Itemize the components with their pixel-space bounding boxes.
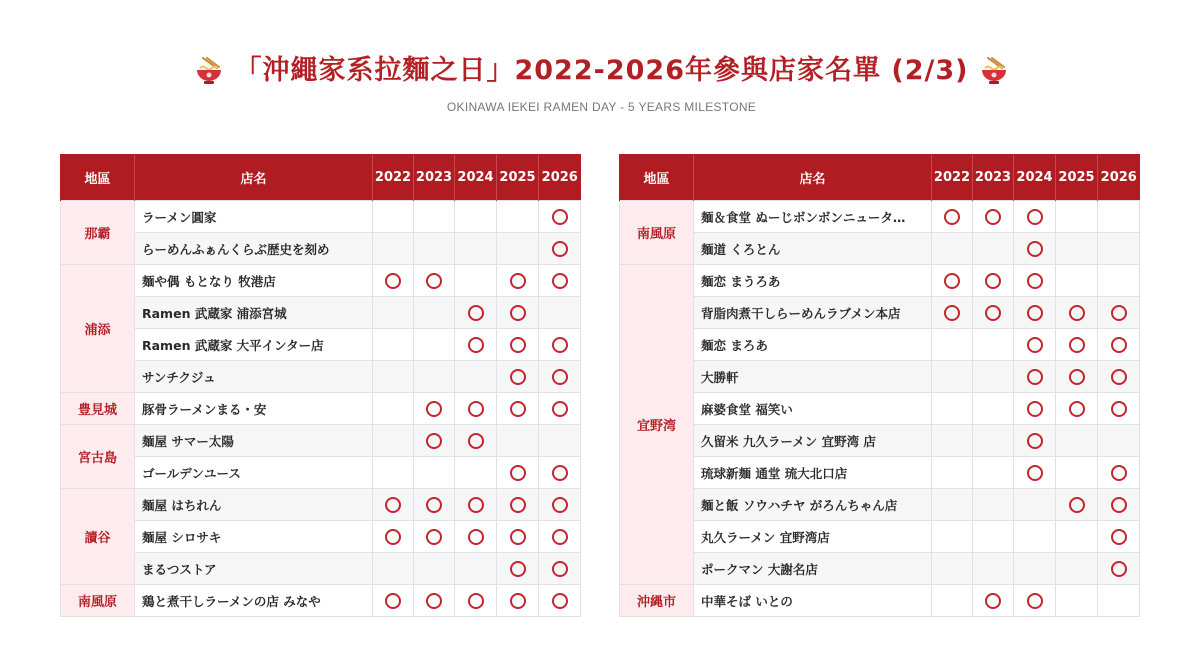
participation-cell [497, 361, 539, 393]
participation-circle-icon [468, 401, 484, 417]
participation-cell [932, 457, 973, 489]
table-row [61, 553, 581, 585]
participation-cell [1098, 393, 1140, 425]
participation-cell [973, 361, 1014, 393]
participation-circle-icon [426, 401, 442, 417]
participation-cell [373, 553, 414, 585]
participation-cell [539, 233, 581, 265]
participation-circle-icon [385, 529, 401, 545]
participation-circle-icon [1111, 465, 1127, 481]
store-name-cell: ゴールデンユース [135, 457, 373, 489]
participation-circle-icon [1111, 529, 1127, 545]
participation-cell [539, 585, 581, 617]
participation-cell [1056, 265, 1098, 297]
participation-circle-icon [385, 273, 401, 289]
participation-circle-icon [985, 305, 1001, 321]
participation-cell [1014, 489, 1056, 521]
participation-cell [932, 297, 973, 329]
participation-cell [1056, 361, 1098, 393]
participation-circle-icon [552, 337, 568, 353]
participation-cell [373, 457, 414, 489]
header-region: 地區 [61, 155, 135, 201]
participation-cell [414, 201, 455, 233]
table-row [61, 425, 581, 457]
participation-circle-icon [1027, 433, 1043, 449]
store-name-cell: 久留米 九久ラーメン 宜野湾 店 [694, 425, 932, 457]
header-year: 2026 [1098, 155, 1140, 201]
participation-cell [932, 201, 973, 233]
header-year: 2023 [973, 155, 1014, 201]
participation-cell [414, 457, 455, 489]
header-region: 地區 [620, 155, 694, 201]
participation-cell [497, 201, 539, 233]
participation-circle-icon [552, 369, 568, 385]
table-header-row [620, 155, 1140, 201]
participation-cell [973, 329, 1014, 361]
participation-cell [455, 361, 497, 393]
participation-circle-icon [1069, 337, 1085, 353]
participation-cell [497, 521, 539, 553]
participation-cell [539, 489, 581, 521]
participation-cell [414, 297, 455, 329]
participation-cell [932, 265, 973, 297]
table-row [620, 521, 1140, 553]
participation-circle-icon [552, 593, 568, 609]
table-row [620, 329, 1140, 361]
table-row [61, 201, 581, 233]
participation-cell [497, 265, 539, 297]
table-row [61, 393, 581, 425]
table-row [61, 585, 581, 617]
participation-cell [932, 585, 973, 617]
participation-circle-icon [510, 561, 526, 577]
participation-circle-icon [552, 497, 568, 513]
participation-cell [414, 425, 455, 457]
participation-circle-icon [510, 369, 526, 385]
page-subtitle: OKINAWA IEKEI RAMEN DAY - 5 YEARS MILESTONE [446, 100, 757, 114]
participation-cell [1014, 297, 1056, 329]
header-year: 2024 [455, 155, 497, 201]
participation-cell [1098, 201, 1140, 233]
table-row [620, 553, 1140, 585]
participation-cell [1056, 329, 1098, 361]
participation-cell [497, 457, 539, 489]
participation-cell [973, 201, 1014, 233]
table-row [620, 457, 1140, 489]
participation-cell [932, 361, 973, 393]
region-cell: 南風原 [620, 201, 694, 265]
participation-circle-icon [1111, 369, 1127, 385]
table-header-row [61, 155, 581, 201]
store-name-cell: まるつストア [135, 553, 373, 585]
participation-cell [1098, 233, 1140, 265]
store-name-cell: 麺＆食堂 ぬーじボンボンニュータ… [694, 201, 932, 233]
header-store: 店名 [135, 155, 373, 201]
participation-circle-icon [426, 593, 442, 609]
participation-cell [539, 361, 581, 393]
participation-cell [539, 457, 581, 489]
participation-circle-icon [552, 401, 568, 417]
participation-circle-icon [426, 273, 442, 289]
participation-cell [1014, 585, 1056, 617]
participation-circle-icon [552, 561, 568, 577]
participation-circle-icon [426, 497, 442, 513]
participation-circle-icon [552, 241, 568, 257]
participation-cell [973, 425, 1014, 457]
participation-cell [414, 233, 455, 265]
participation-circle-icon [1069, 401, 1085, 417]
table-row [61, 329, 581, 361]
region-cell: 宜野湾 [620, 265, 694, 585]
participation-circle-icon [944, 273, 960, 289]
participation-circle-icon [1111, 561, 1127, 577]
participation-circle-icon [468, 593, 484, 609]
participation-cell [1056, 585, 1098, 617]
participation-circle-icon [426, 529, 442, 545]
participation-circle-icon [510, 401, 526, 417]
store-name-cell: Ramen 武蔵家 浦添宮城 [135, 297, 373, 329]
participation-cell [973, 297, 1014, 329]
participation-cell [932, 233, 973, 265]
participation-cell [932, 329, 973, 361]
participation-cell [973, 521, 1014, 553]
participation-cell [373, 361, 414, 393]
participation-cell [973, 489, 1014, 521]
participation-circle-icon [1069, 497, 1085, 513]
participation-cell [497, 553, 539, 585]
header-year: 2025 [497, 155, 539, 201]
participation-cell [373, 233, 414, 265]
participation-cell [1056, 521, 1098, 553]
participation-circle-icon [985, 209, 1001, 225]
participation-cell [1098, 425, 1140, 457]
participation-cell [1014, 393, 1056, 425]
participation-circle-icon [1069, 305, 1085, 321]
store-name-cell: 背脂肉煮干しらーめんラブメン本店 [694, 297, 932, 329]
table-row [620, 201, 1140, 233]
participation-circle-icon [1069, 369, 1085, 385]
store-name-cell: 麺屋 サマー太陽 [135, 425, 373, 457]
store-name-cell: 麺や偶 もとなり 牧港店 [135, 265, 373, 297]
participation-cell [1098, 553, 1140, 585]
participation-cell [1056, 233, 1098, 265]
store-name-cell: 大勝軒 [694, 361, 932, 393]
participation-circle-icon [552, 209, 568, 225]
participation-cell [1056, 553, 1098, 585]
store-name-cell: 琉球新麺 通堂 琉大北口店 [694, 457, 932, 489]
participation-cell [414, 553, 455, 585]
participation-circle-icon [1027, 337, 1043, 353]
participation-circle-icon [468, 529, 484, 545]
region-cell: 南風原 [61, 585, 135, 617]
participation-cell [539, 297, 581, 329]
table-row [620, 489, 1140, 521]
store-name-cell: 麺屋 はちれん [135, 489, 373, 521]
participation-cell [1098, 457, 1140, 489]
participation-cell [373, 585, 414, 617]
page-header [0, 50, 1203, 114]
participation-cell [455, 457, 497, 489]
participation-cell [497, 329, 539, 361]
participation-circle-icon [552, 273, 568, 289]
participation-circle-icon [1111, 401, 1127, 417]
region-cell: 豊見城 [61, 393, 135, 425]
participation-cell [455, 585, 497, 617]
store-name-cell: 麺道 くろとん [694, 233, 932, 265]
table-row [61, 361, 581, 393]
participation-cell [414, 329, 455, 361]
participation-cell [455, 265, 497, 297]
participation-circle-icon [1111, 497, 1127, 513]
participation-circle-icon [1027, 593, 1043, 609]
participation-circle-icon [1027, 241, 1043, 257]
participation-cell [539, 265, 581, 297]
participation-cell [455, 521, 497, 553]
region-cell: 讀谷 [61, 489, 135, 585]
participation-cell [373, 425, 414, 457]
participation-cell [373, 329, 414, 361]
participation-cell [1098, 297, 1140, 329]
participation-cell [973, 585, 1014, 617]
header-year: 2024 [1014, 155, 1056, 201]
participation-cell [1014, 457, 1056, 489]
table-row [620, 233, 1140, 265]
participation-cell [1056, 489, 1098, 521]
participation-cell [1014, 521, 1056, 553]
participation-cell [414, 265, 455, 297]
store-name-cell: 丸久ラーメン 宜野湾店 [694, 521, 932, 553]
store-name-cell: らーめんふぁんくらぶ歴史を刻め [135, 233, 373, 265]
participation-circle-icon [1027, 305, 1043, 321]
table-row [61, 489, 581, 521]
participation-cell [973, 393, 1014, 425]
ramen-bowl-icon [194, 56, 224, 86]
header-year: 2022 [373, 155, 414, 201]
participation-circle-icon [510, 465, 526, 481]
participation-circle-icon [1027, 273, 1043, 289]
participation-cell [1056, 457, 1098, 489]
participation-cell [1014, 425, 1056, 457]
participation-circle-icon [944, 305, 960, 321]
participation-cell [1098, 361, 1140, 393]
participation-circle-icon [510, 593, 526, 609]
participation-cell [1014, 233, 1056, 265]
participation-cell [455, 489, 497, 521]
participation-circle-icon [1027, 465, 1043, 481]
participation-cell [373, 201, 414, 233]
participation-cell [497, 297, 539, 329]
participation-cell [932, 521, 973, 553]
participation-cell [1098, 521, 1140, 553]
participation-cell [497, 585, 539, 617]
page-title: 「沖繩家系拉麵之日」2022-2026年參與店家名單 (2/3) [234, 55, 969, 86]
participation-cell [373, 489, 414, 521]
participation-cell [497, 425, 539, 457]
participation-cell [414, 361, 455, 393]
participation-cell [414, 489, 455, 521]
store-name-cell: 麻婆食堂 福笑い [694, 393, 932, 425]
participation-circle-icon [552, 529, 568, 545]
header-store: 店名 [694, 155, 932, 201]
participation-cell [373, 393, 414, 425]
participation-circle-icon [510, 529, 526, 545]
participation-cell [1056, 201, 1098, 233]
right-store-table [619, 154, 1140, 617]
participation-circle-icon [510, 497, 526, 513]
participation-cell [455, 233, 497, 265]
region-cell: 浦添 [61, 265, 135, 393]
table-row [620, 297, 1140, 329]
store-name-cell: 中華そば いとの [694, 585, 932, 617]
header-year: 2022 [932, 155, 973, 201]
participation-circle-icon [1111, 305, 1127, 321]
participation-cell [455, 553, 497, 585]
store-table [619, 154, 1140, 617]
store-name-cell: 豚骨ラーメンまる・安 [135, 393, 373, 425]
participation-cell [973, 457, 1014, 489]
participation-cell [414, 393, 455, 425]
title-row [0, 50, 1203, 92]
table-row [61, 521, 581, 553]
participation-circle-icon [1027, 401, 1043, 417]
participation-cell [414, 585, 455, 617]
participation-cell [973, 265, 1014, 297]
participation-cell [539, 201, 581, 233]
participation-circle-icon [1111, 337, 1127, 353]
participation-cell [1098, 265, 1140, 297]
participation-circle-icon [426, 433, 442, 449]
table-row [61, 233, 581, 265]
participation-cell [455, 393, 497, 425]
store-name-cell: 麺恋 まうろあ [694, 265, 932, 297]
participation-cell [373, 297, 414, 329]
table-row [61, 265, 581, 297]
participation-cell [539, 425, 581, 457]
table-row [620, 393, 1140, 425]
table-row [620, 425, 1140, 457]
region-cell: 宮古島 [61, 425, 135, 489]
participation-cell [1014, 329, 1056, 361]
participation-circle-icon [385, 593, 401, 609]
participation-cell [455, 425, 497, 457]
participation-cell [455, 329, 497, 361]
participation-cell [932, 425, 973, 457]
participation-circle-icon [468, 497, 484, 513]
participation-circle-icon [468, 305, 484, 321]
participation-cell [497, 233, 539, 265]
participation-circle-icon [1027, 369, 1043, 385]
participation-cell [1098, 585, 1140, 617]
participation-cell [497, 489, 539, 521]
table-row [61, 297, 581, 329]
participation-cell [414, 521, 455, 553]
participation-cell [539, 553, 581, 585]
participation-circle-icon [1027, 209, 1043, 225]
participation-cell [455, 201, 497, 233]
left-store-table [60, 154, 581, 617]
participation-cell [1056, 393, 1098, 425]
store-table [60, 154, 581, 617]
store-name-cell: ラーメン圓家 [135, 201, 373, 233]
store-name-cell: 鶏と煮干しラーメンの店 みなや [135, 585, 373, 617]
table-row [61, 457, 581, 489]
participation-cell [1056, 425, 1098, 457]
participation-cell [1014, 361, 1056, 393]
table-row [620, 361, 1140, 393]
table-row [620, 585, 1140, 617]
header-year: 2025 [1056, 155, 1098, 201]
region-cell: 那霸 [61, 201, 135, 265]
store-name-cell: Ramen 武蔵家 大平インター店 [135, 329, 373, 361]
participation-cell [1098, 329, 1140, 361]
store-name-cell: 麺と飯 ソウハチヤ がろんちゃん店 [694, 489, 932, 521]
participation-circle-icon [985, 273, 1001, 289]
header-year: 2026 [539, 155, 581, 201]
participation-circle-icon [552, 465, 568, 481]
participation-circle-icon [510, 305, 526, 321]
participation-cell [539, 393, 581, 425]
participation-circle-icon [468, 433, 484, 449]
participation-cell [373, 265, 414, 297]
participation-cell [973, 553, 1014, 585]
header-year: 2023 [414, 155, 455, 201]
participation-cell [539, 329, 581, 361]
store-name-cell: 麺恋 まろあ [694, 329, 932, 361]
participation-cell [973, 233, 1014, 265]
table-row [620, 265, 1140, 297]
participation-circle-icon [385, 497, 401, 513]
participation-cell [932, 553, 973, 585]
participation-cell [539, 521, 581, 553]
participation-cell [1014, 553, 1056, 585]
participation-cell [373, 521, 414, 553]
participation-cell [1098, 489, 1140, 521]
participation-cell [1014, 265, 1056, 297]
ramen-bowl-icon [979, 56, 1009, 86]
store-name-cell: ポークマン 大謝名店 [694, 553, 932, 585]
participation-cell [497, 393, 539, 425]
participation-circle-icon [944, 209, 960, 225]
region-cell: 沖縄市 [620, 585, 694, 617]
participation-cell [455, 297, 497, 329]
store-name-cell: 麺屋 シロサキ [135, 521, 373, 553]
participation-circle-icon [985, 593, 1001, 609]
participation-cell [932, 489, 973, 521]
participation-circle-icon [510, 337, 526, 353]
participation-cell [1056, 297, 1098, 329]
store-name-cell: サンチクジュ [135, 361, 373, 393]
participation-circle-icon [510, 273, 526, 289]
participation-cell [932, 393, 973, 425]
participation-circle-icon [468, 337, 484, 353]
participation-cell [1014, 201, 1056, 233]
